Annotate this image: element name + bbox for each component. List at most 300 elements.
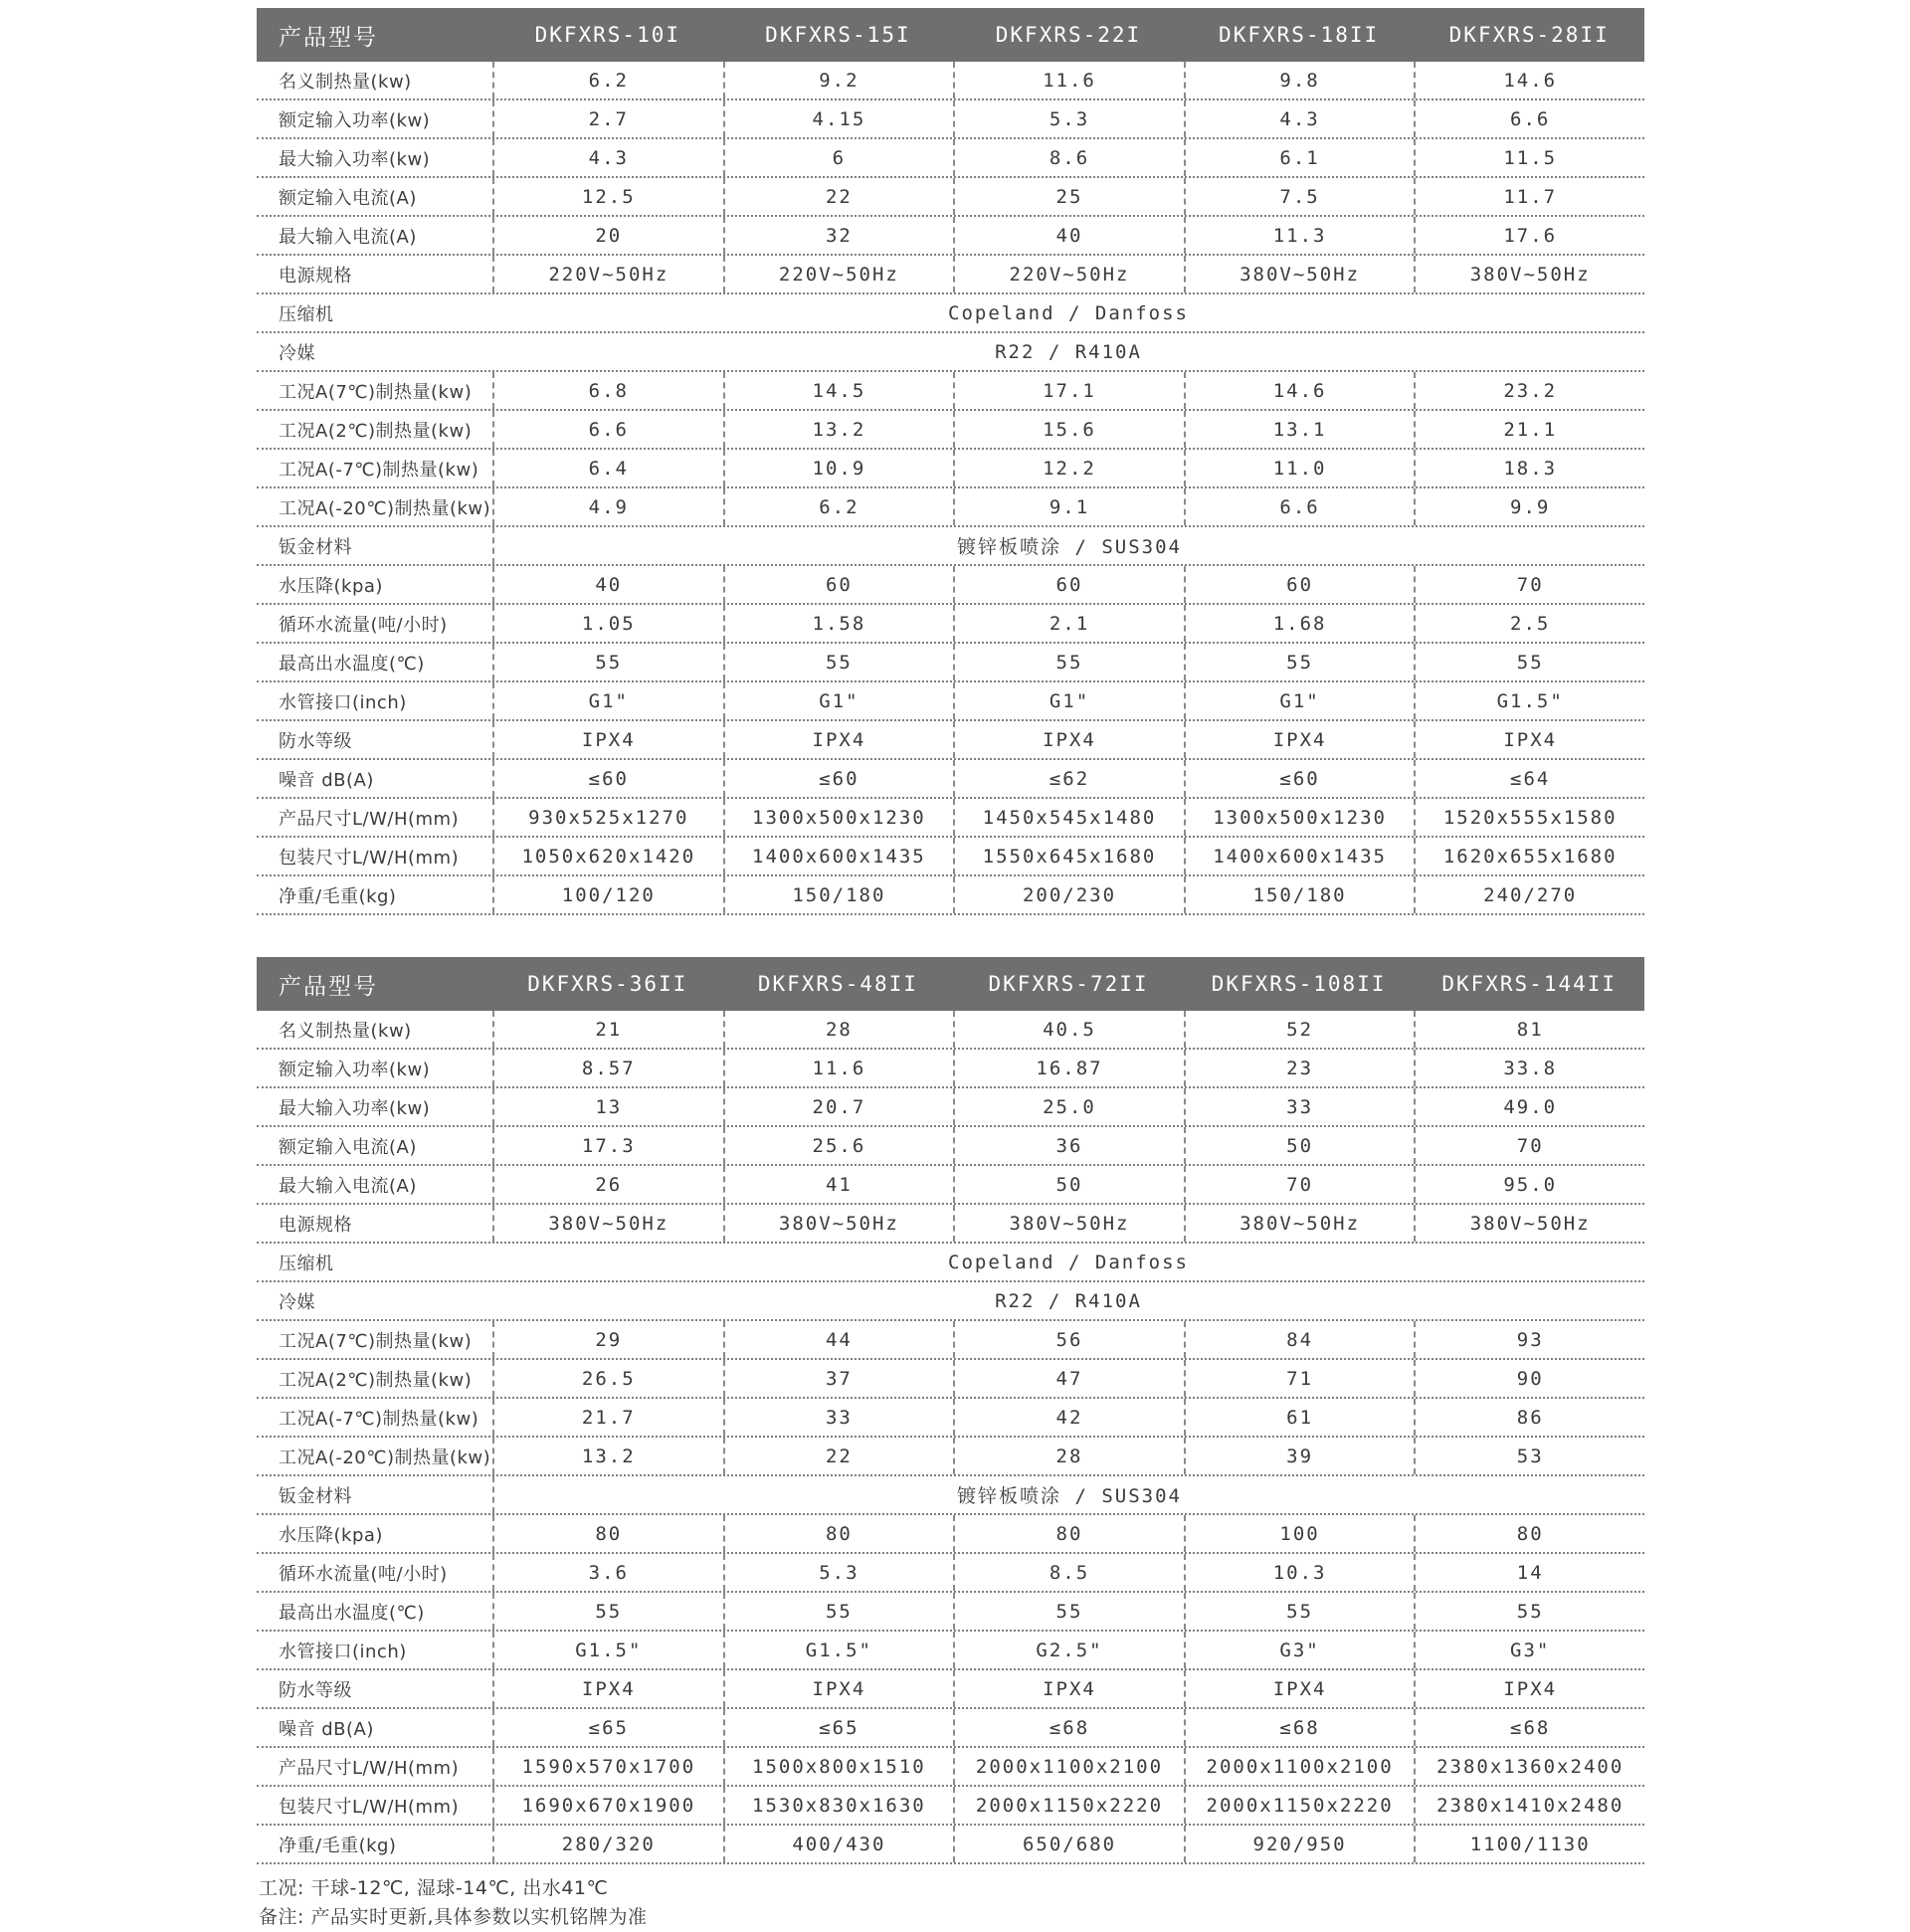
cell-value: 1400x600x1435	[723, 838, 954, 874]
cell-value: IPX4	[492, 721, 723, 758]
cell-value: 13.1	[1184, 411, 1415, 448]
row-span-value: 镀锌板喷涂 / SUS304	[492, 527, 1644, 564]
row-label: 压缩机	[279, 1253, 334, 1274]
cell-value: 5.3	[723, 1554, 954, 1591]
cell-value: 1550x645x1680	[953, 838, 1184, 874]
cell-value: 14	[1414, 1554, 1644, 1591]
column-header-model: DKFXRS-28II	[1448, 23, 1610, 47]
column-header-model: DKFXRS-48II	[757, 972, 918, 996]
cell-value: 60	[723, 566, 954, 603]
cell-value: 55	[492, 644, 723, 680]
row-span-value: Copeland / Danfoss	[948, 1251, 1189, 1273]
table-row	[257, 799, 1644, 838]
cell-value: 84	[1184, 1321, 1415, 1358]
cell-value: G1.5"	[723, 1632, 954, 1668]
cell-value: 13.2	[723, 411, 954, 448]
cell-value: 33	[723, 1399, 954, 1436]
cell-value: 40	[492, 566, 723, 603]
row-label: 包装尺寸L/W/H(mm)	[279, 1796, 460, 1818]
row-span-value: Copeland / Danfoss	[948, 301, 1189, 324]
cell-value: 80	[723, 1515, 954, 1552]
table-row	[257, 1399, 1644, 1438]
row-label: 净重/毛重(kg)	[279, 1835, 397, 1856]
table-row	[257, 1709, 1644, 1748]
column-header-model: DKFXRS-36II	[527, 972, 688, 996]
cell-value: 220V~50Hz	[723, 256, 954, 292]
row-label: 噪音 dB(A)	[279, 769, 374, 791]
cell-value: 1400x600x1435	[1184, 838, 1415, 874]
cell-value: 52	[1184, 1011, 1415, 1048]
cell-value: 36	[953, 1127, 1184, 1164]
row-label: 名义制热量(kw)	[279, 1020, 412, 1042]
cell-value: 1050x620x1420	[492, 838, 723, 874]
table-row	[257, 682, 1644, 721]
table-row	[257, 1787, 1644, 1826]
cell-value: 33	[1184, 1088, 1415, 1125]
cell-value: 1590x570x1700	[492, 1748, 723, 1785]
table-row	[257, 1205, 1644, 1244]
cell-value: 21	[492, 1011, 723, 1048]
row-span-value: 镀锌板喷涂 / SUS304	[492, 1476, 1644, 1513]
spec-table-2	[257, 957, 1644, 1864]
cell-value: 11.6	[723, 1050, 954, 1086]
cell-value: 150/180	[723, 876, 954, 913]
table-row	[257, 760, 1644, 799]
column-header-product-model: 产品型号	[279, 24, 378, 51]
row-label: 额定输入电流(A)	[279, 1136, 417, 1158]
spec-table-1	[257, 8, 1644, 915]
row-label: 工况A(7℃)制热量(kw)	[279, 381, 473, 403]
cell-value: 17.6	[1414, 217, 1644, 254]
cell-value: 55	[1414, 644, 1644, 680]
cell-value: 7.5	[1184, 178, 1415, 215]
cell-value: 200/230	[953, 876, 1184, 913]
cell-value: 6.1	[1184, 139, 1415, 176]
cell-value: 4.3	[1184, 100, 1415, 137]
cell-value: 6.4	[492, 450, 723, 486]
row-label: 水压降(kpa)	[279, 575, 383, 597]
table-row	[257, 100, 1644, 139]
row-label: 循环水流量(吨/小时)	[279, 1563, 448, 1585]
cell-value: 70	[1414, 566, 1644, 603]
row-label: 额定输入功率(kw)	[279, 109, 431, 131]
cell-value: 1.05	[492, 605, 723, 642]
row-label: 最大输入电流(A)	[279, 1175, 417, 1197]
table-row	[257, 62, 1644, 100]
table-row	[257, 1476, 1644, 1515]
cell-value: 9.1	[953, 488, 1184, 525]
table-row	[257, 1593, 1644, 1632]
cell-value: 42	[953, 1399, 1184, 1436]
row-label: 冷媒	[279, 1291, 315, 1313]
cell-value: IPX4	[1414, 1670, 1644, 1707]
row-label: 冷媒	[279, 342, 315, 364]
cell-value: 13	[492, 1088, 723, 1125]
row-label: 最大输入功率(kw)	[279, 148, 431, 170]
cell-value: 2.1	[953, 605, 1184, 642]
table-row	[257, 1321, 1644, 1360]
cell-value: 220V~50Hz	[492, 256, 723, 292]
cell-value: 60	[953, 566, 1184, 603]
cell-value: 11.7	[1414, 178, 1644, 215]
cell-value: 14.6	[1184, 372, 1415, 409]
table-row	[257, 644, 1644, 682]
row-label: 最高出水温度(℃)	[279, 653, 425, 675]
row-label: 水压降(kpa)	[279, 1524, 383, 1546]
cell-value: 50	[1184, 1127, 1415, 1164]
cell-value: 2.5	[1414, 605, 1644, 642]
cell-value: 4.3	[492, 139, 723, 176]
table-row	[257, 256, 1644, 294]
cell-value: 28	[723, 1011, 954, 1048]
column-header-product-model: 产品型号	[279, 973, 378, 1000]
cell-value: 9.2	[723, 62, 954, 98]
cell-value: 26	[492, 1166, 723, 1203]
table-row	[257, 1011, 1644, 1050]
cell-value: 8.6	[953, 139, 1184, 176]
cell-value: 55	[723, 644, 954, 680]
table-row	[257, 1127, 1644, 1166]
cell-value: 1520x555x1580	[1414, 799, 1644, 836]
table-row	[257, 566, 1644, 605]
row-label: 工况A(-7℃)制热量(kw)	[279, 459, 479, 481]
row-label: 工况A(2℃)制热量(kw)	[279, 420, 473, 442]
cell-value: 2380x1360x2400	[1414, 1748, 1644, 1785]
table-row	[257, 721, 1644, 760]
column-header-model: DKFXRS-144II	[1441, 972, 1618, 996]
cell-value: 93	[1414, 1321, 1644, 1358]
cell-value: 6.2	[723, 488, 954, 525]
cell-value: ≤68	[1184, 1709, 1415, 1746]
cell-value: 55	[723, 1593, 954, 1630]
cell-value: 20.7	[723, 1088, 954, 1125]
cell-value: ≤68	[953, 1709, 1184, 1746]
cell-value: 10.9	[723, 450, 954, 486]
cell-value: 2000x1150x2220	[953, 1787, 1184, 1824]
cell-value: 9.9	[1414, 488, 1644, 525]
cell-value: 28	[953, 1438, 1184, 1474]
cell-value: ≤65	[723, 1709, 954, 1746]
cell-value: 95.0	[1414, 1166, 1644, 1203]
cell-value: 18.3	[1414, 450, 1644, 486]
cell-value: 21.1	[1414, 411, 1644, 448]
row-label: 工况A(-20℃)制热量(kw)	[279, 497, 491, 519]
row-label: 水管接口(inch)	[279, 691, 407, 713]
cell-value: 1.68	[1184, 605, 1415, 642]
table-row	[257, 1554, 1644, 1593]
cell-value: 25.6	[723, 1127, 954, 1164]
cell-value: 90	[1414, 1360, 1644, 1397]
cell-value: 70	[1414, 1127, 1644, 1164]
cell-value: G1"	[723, 682, 954, 719]
cell-value: 37	[723, 1360, 954, 1397]
cell-value: 12.5	[492, 178, 723, 215]
cell-value: 5.3	[953, 100, 1184, 137]
cell-value: 55	[492, 1593, 723, 1630]
cell-value: IPX4	[723, 1670, 954, 1707]
table-row	[257, 294, 1644, 333]
cell-value: 86	[1414, 1399, 1644, 1436]
cell-value: 2.7	[492, 100, 723, 137]
cell-value: 150/180	[1184, 876, 1415, 913]
cell-value: 220V~50Hz	[953, 256, 1184, 292]
row-label: 产品尺寸L/W/H(mm)	[279, 808, 460, 830]
row-label: 额定输入电流(A)	[279, 187, 417, 209]
row-label: 电源规格	[279, 1214, 352, 1236]
cell-value: 380V~50Hz	[1184, 1205, 1415, 1242]
table-row	[257, 411, 1644, 450]
row-label: 最大输入电流(A)	[279, 226, 417, 248]
cell-value: 1500x800x1510	[723, 1748, 954, 1785]
cell-value: 2000x1150x2220	[1184, 1787, 1415, 1824]
cell-value: 41	[723, 1166, 954, 1203]
cell-value: 55	[953, 644, 1184, 680]
cell-value: 2000x1100x2100	[953, 1748, 1184, 1785]
table-row	[257, 1050, 1644, 1088]
table-row	[257, 527, 1644, 566]
cell-value: G1"	[953, 682, 1184, 719]
cell-value: IPX4	[492, 1670, 723, 1707]
cell-value: 380V~50Hz	[723, 1205, 954, 1242]
cell-value: 80	[492, 1515, 723, 1552]
cell-value: G1"	[1184, 682, 1415, 719]
row-label: 水管接口(inch)	[279, 1641, 407, 1662]
cell-value: 380V~50Hz	[1414, 1205, 1644, 1242]
row-label: 循环水流量(吨/小时)	[279, 614, 448, 636]
cell-value: 40.5	[953, 1011, 1184, 1048]
table-row	[257, 1166, 1644, 1205]
cell-value: 13.2	[492, 1438, 723, 1474]
table-row	[257, 178, 1644, 217]
cell-value: 44	[723, 1321, 954, 1358]
row-label: 产品尺寸L/W/H(mm)	[279, 1757, 460, 1779]
row-label: 防水等级	[279, 1679, 352, 1701]
cell-value: G2.5"	[953, 1632, 1184, 1668]
cell-value: 6	[723, 139, 954, 176]
cell-value: IPX4	[723, 721, 954, 758]
table-row	[257, 876, 1644, 915]
cell-value: 1620x655x1680	[1414, 838, 1644, 874]
footnotes	[259, 1874, 647, 1932]
cell-value: 1300x500x1230	[723, 799, 954, 836]
row-label: 压缩机	[279, 303, 334, 325]
cell-value: 22	[723, 178, 954, 215]
column-header-model: DKFXRS-18II	[1219, 23, 1380, 47]
table-row	[257, 1632, 1644, 1670]
cell-value: 53	[1414, 1438, 1644, 1474]
cell-value: 23.2	[1414, 372, 1644, 409]
column-header-model: DKFXRS-108II	[1211, 972, 1387, 996]
cell-value: G3"	[1414, 1632, 1644, 1668]
cell-value: ≤68	[1414, 1709, 1644, 1746]
table-row	[257, 372, 1644, 411]
table-row	[257, 838, 1644, 876]
cell-value: ≤60	[492, 760, 723, 797]
cell-value: 55	[953, 1593, 1184, 1630]
cell-value: 71	[1184, 1360, 1415, 1397]
table-row	[257, 1438, 1644, 1476]
table-row	[257, 217, 1644, 256]
row-label: 钣金材料	[279, 1485, 352, 1507]
table-row	[257, 1515, 1644, 1554]
cell-value: 80	[953, 1515, 1184, 1552]
table-row	[257, 1360, 1644, 1399]
row-label: 包装尺寸L/W/H(mm)	[279, 847, 460, 869]
table-row	[257, 1670, 1644, 1709]
cell-value: IPX4	[953, 721, 1184, 758]
cell-value: 1690x670x1900	[492, 1787, 723, 1824]
cell-value: 930x525x1270	[492, 799, 723, 836]
cell-value: 12.2	[953, 450, 1184, 486]
cell-value: 11.5	[1414, 139, 1644, 176]
row-label: 工况A(2℃)制热量(kw)	[279, 1369, 473, 1391]
cell-value: IPX4	[1414, 721, 1644, 758]
cell-value: 80	[1414, 1515, 1644, 1552]
row-label: 净重/毛重(kg)	[279, 885, 397, 907]
table-row	[257, 1088, 1644, 1127]
cell-value: G1"	[492, 682, 723, 719]
cell-value: 8.5	[953, 1554, 1184, 1591]
table-header-row	[257, 957, 1644, 1011]
table-header-row	[257, 8, 1644, 62]
cell-value: 22	[723, 1438, 954, 1474]
cell-value: 61	[1184, 1399, 1415, 1436]
cell-value: ≤60	[723, 760, 954, 797]
cell-value: 56	[953, 1321, 1184, 1358]
table-row	[257, 1826, 1644, 1864]
cell-value: 17.1	[953, 372, 1184, 409]
cell-value: 15.6	[953, 411, 1184, 448]
cell-value: IPX4	[1184, 721, 1415, 758]
cell-value: 380V~50Hz	[492, 1205, 723, 1242]
column-header-model: DKFXRS-15I	[765, 23, 911, 47]
cell-value: 17.3	[492, 1127, 723, 1164]
cell-value: 380V~50Hz	[1184, 256, 1415, 292]
cell-value: 40	[953, 217, 1184, 254]
cell-value: 23	[1184, 1050, 1415, 1086]
cell-value: 60	[1184, 566, 1415, 603]
cell-value: 6.6	[1184, 488, 1415, 525]
cell-value: 1300x500x1230	[1184, 799, 1415, 836]
cell-value: ≤65	[492, 1709, 723, 1746]
cell-value: 6.2	[492, 62, 723, 98]
table-row	[257, 605, 1644, 644]
cell-value: 2000x1100x2100	[1184, 1748, 1415, 1785]
cell-value: 6.6	[492, 411, 723, 448]
footnote-test-conditions: 工况: 干球-12℃, 湿球-14℃, 出水41℃	[259, 1877, 609, 1899]
cell-value: 4.15	[723, 100, 954, 137]
cell-value: 25	[953, 178, 1184, 215]
cell-value: 1100/1130	[1414, 1826, 1644, 1862]
table-row	[257, 450, 1644, 488]
cell-value: 3.6	[492, 1554, 723, 1591]
cell-value: 380V~50Hz	[1414, 256, 1644, 292]
cell-value: 47	[953, 1360, 1184, 1397]
cell-value: 55	[1184, 644, 1415, 680]
cell-value: IPX4	[953, 1670, 1184, 1707]
cell-value: 100	[1184, 1515, 1415, 1552]
cell-value: 29	[492, 1321, 723, 1358]
row-span-value: R22 / R410A	[995, 340, 1142, 363]
row-label: 工况A(-7℃)制热量(kw)	[279, 1408, 479, 1430]
cell-value: 380V~50Hz	[953, 1205, 1184, 1242]
cell-value: 26.5	[492, 1360, 723, 1397]
cell-value: 33.8	[1414, 1050, 1644, 1086]
cell-value: 100/120	[492, 876, 723, 913]
table-row	[257, 1748, 1644, 1787]
cell-value: 49.0	[1414, 1088, 1644, 1125]
cell-value: 1530x830x1630	[723, 1787, 954, 1824]
cell-value: 8.57	[492, 1050, 723, 1086]
column-header-model: DKFXRS-10I	[534, 23, 681, 47]
cell-value: 2380x1410x2480	[1414, 1787, 1644, 1824]
cell-value: 16.87	[953, 1050, 1184, 1086]
cell-value: 14.6	[1414, 62, 1644, 98]
cell-value: G3"	[1184, 1632, 1415, 1668]
cell-value: 6.6	[1414, 100, 1644, 137]
row-label: 电源规格	[279, 265, 352, 287]
cell-value: ≤64	[1414, 760, 1644, 797]
table-row	[257, 1282, 1644, 1321]
cell-value: 39	[1184, 1438, 1415, 1474]
table-row	[257, 488, 1644, 527]
cell-value: 920/950	[1184, 1826, 1415, 1862]
cell-value: 240/270	[1414, 876, 1644, 913]
cell-value: 280/320	[492, 1826, 723, 1862]
cell-value: ≤62	[953, 760, 1184, 797]
cell-value: 11.6	[953, 62, 1184, 98]
row-label: 最大输入功率(kw)	[279, 1097, 431, 1119]
cell-value: 25.0	[953, 1088, 1184, 1125]
cell-value: 70	[1184, 1166, 1415, 1203]
cell-value: 81	[1414, 1011, 1644, 1048]
cell-value: 6.8	[492, 372, 723, 409]
cell-value: ≤60	[1184, 760, 1415, 797]
column-header-model: DKFXRS-72II	[988, 972, 1149, 996]
cell-value: 9.8	[1184, 62, 1415, 98]
cell-value: 20	[492, 217, 723, 254]
cell-value: 650/680	[953, 1826, 1184, 1862]
table-row	[257, 1244, 1644, 1282]
cell-value: 14.5	[723, 372, 954, 409]
cell-value: 10.3	[1184, 1554, 1415, 1591]
cell-value: 1450x545x1480	[953, 799, 1184, 836]
cell-value: 32	[723, 217, 954, 254]
cell-value: 400/430	[723, 1826, 954, 1862]
row-label: 最高出水温度(℃)	[279, 1602, 425, 1624]
row-label: 防水等级	[279, 730, 352, 752]
row-label: 工况A(7℃)制热量(kw)	[279, 1330, 473, 1352]
cell-value: 4.9	[492, 488, 723, 525]
cell-value: G1.5"	[492, 1632, 723, 1668]
row-label: 噪音 dB(A)	[279, 1718, 374, 1740]
table-row	[257, 333, 1644, 372]
cell-value: 1.58	[723, 605, 954, 642]
cell-value: G1.5"	[1414, 682, 1644, 719]
row-label: 名义制热量(kw)	[279, 71, 412, 93]
footnote-remark: 备注: 产品实时更新,具体参数以实机铭牌为准	[259, 1906, 648, 1928]
row-span-value: R22 / R410A	[995, 1289, 1142, 1312]
column-header-model: DKFXRS-22I	[995, 23, 1142, 47]
cell-value: 55	[1184, 1593, 1415, 1630]
cell-value: 11.0	[1184, 450, 1415, 486]
cell-value: 50	[953, 1166, 1184, 1203]
cell-value: 11.3	[1184, 217, 1415, 254]
cell-value: 55	[1414, 1593, 1644, 1630]
row-label: 额定输入功率(kw)	[279, 1059, 431, 1080]
row-label: 工况A(-20℃)制热量(kw)	[279, 1447, 491, 1468]
cell-value: IPX4	[1184, 1670, 1415, 1707]
